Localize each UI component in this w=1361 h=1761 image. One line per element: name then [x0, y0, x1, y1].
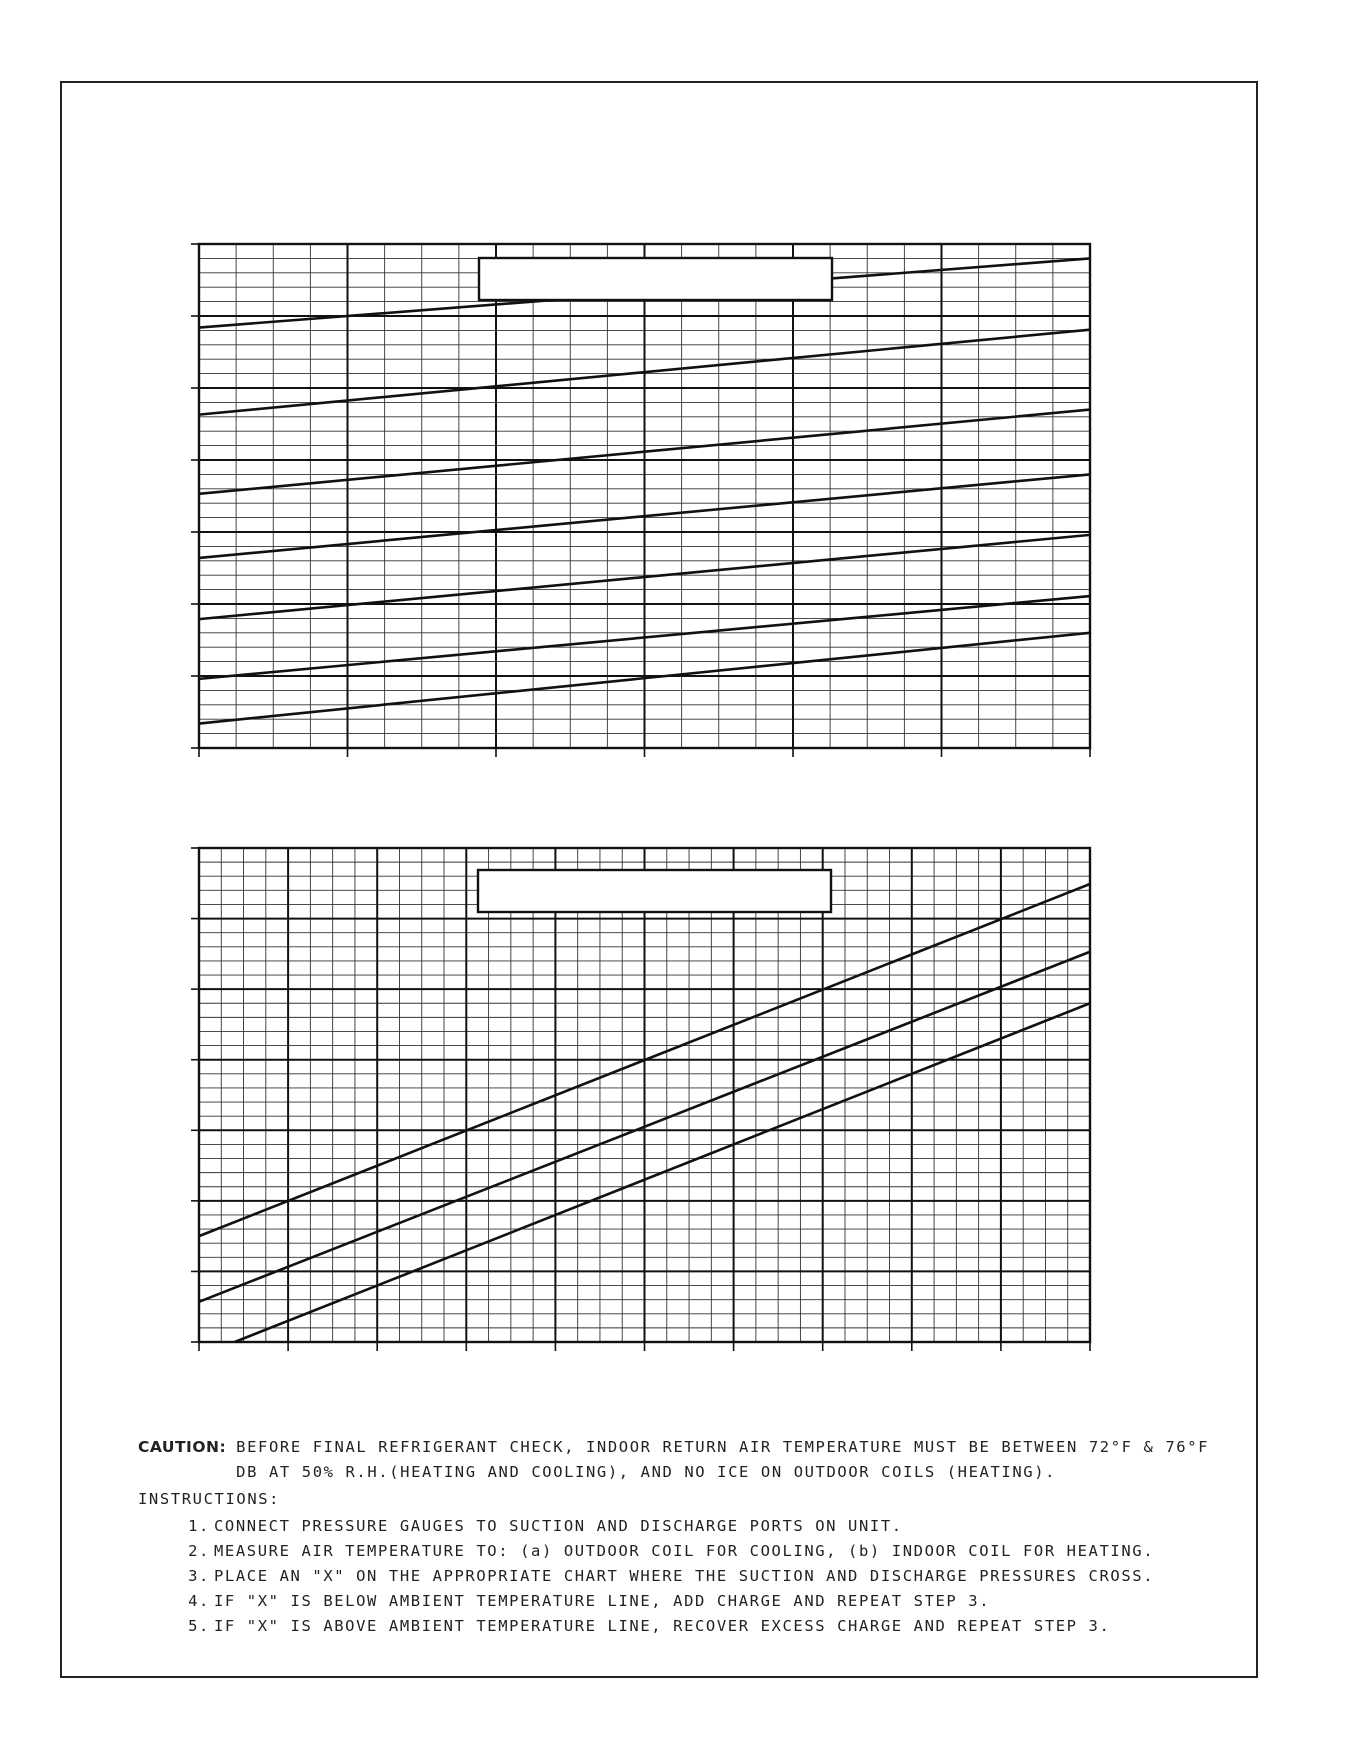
- step-text: MEASURE AIR TEMPERATURE TO: (a) OUTDOOR COIL FOR COOLING, (b) INDOOR COIL FOR HEATING.: [214, 1542, 1155, 1560]
- step-text: PLACE AN "X" ON THE APPROPRIATE CHART WHERE THE SUCTION AND DISCHARGE PRESSURES CROSS.: [214, 1567, 1155, 1585]
- caution-label: CAUTION:: [138, 1438, 227, 1456]
- caution-text: BEFORE FINAL REFRIGERANT CHECK, INDOOR RETURN AIR TEMPERATURE MUST BE BETWEEN 72°F & 76°F DB AT 50% R.H.(HEATING AND COOLING), AND NO ICE ON OUTDOOR COILS (HEATING).: [236, 1438, 1210, 1481]
- step-text: IF "X" IS ABOVE AMBIENT TEMPERATURE LINE, RECOVER EXCESS CHARGE AND REPEAT STEP 3.: [214, 1617, 1111, 1635]
- instruction-step: [188, 1564, 1248, 1589]
- step-number: 1.: [188, 1517, 210, 1535]
- instructions-list: [138, 1514, 1248, 1639]
- instruction-step: [188, 1589, 1248, 1614]
- step-number: 2.: [188, 1542, 210, 1560]
- step-text: IF "X" IS BELOW AMBIENT TEMPERATURE LINE, ADD CHARGE AND REPEAT STEP 3.: [214, 1592, 991, 1610]
- step-text: CONNECT PRESSURE GAUGES TO SUCTION AND DISCHARGE PORTS ON UNIT.: [214, 1517, 903, 1535]
- grid: [191, 848, 1090, 1351]
- step-number: 4.: [188, 1592, 210, 1610]
- chart-label-box: [478, 870, 831, 912]
- instructions-heading: INSTRUCTIONS:: [138, 1490, 281, 1508]
- step-number: 3.: [188, 1567, 210, 1585]
- instruction-step: [188, 1614, 1248, 1639]
- instruction-step: [188, 1514, 1248, 1539]
- step-number: 5.: [188, 1617, 210, 1635]
- caution-block: [138, 1435, 1248, 1485]
- charging-notes: [138, 1435, 1248, 1639]
- instruction-step: [188, 1539, 1248, 1564]
